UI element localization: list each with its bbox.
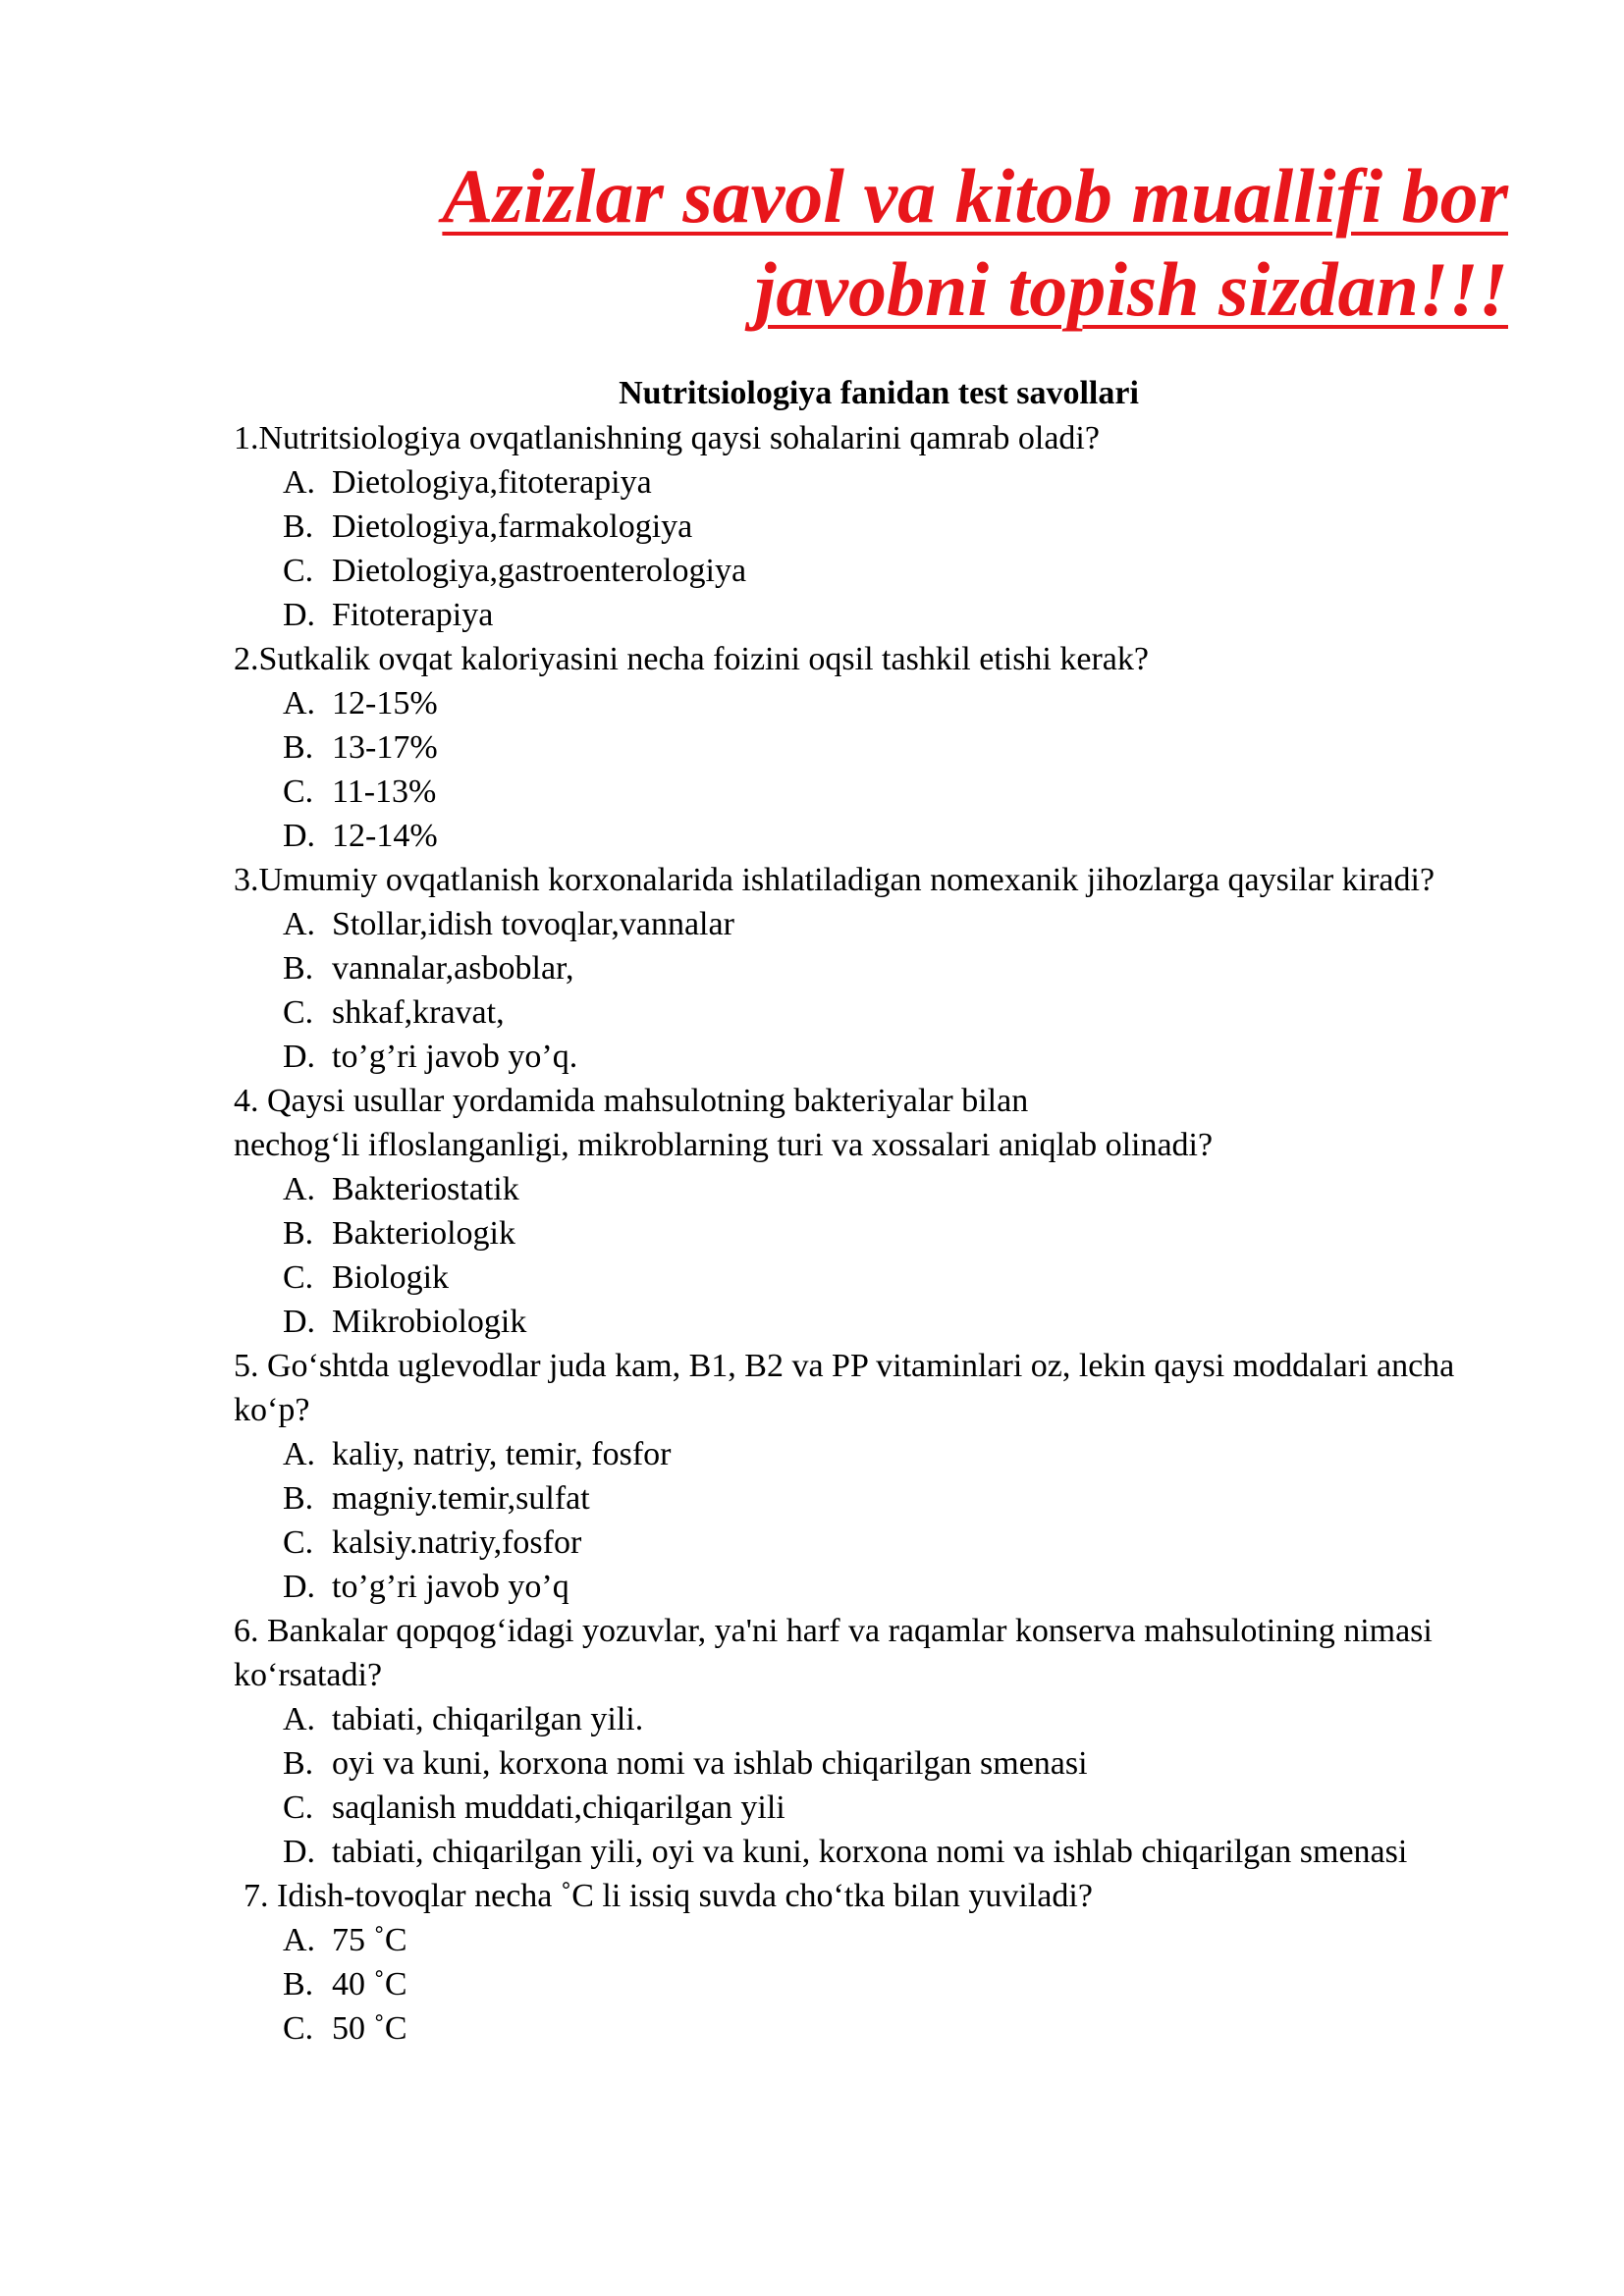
question-text: 6. Bankalar qopqog‘idagi yozuvlar, ya'ni harf va raqamlar konserva mahsulotining nimasi ko‘rsatadi? xyxy=(234,1613,1433,1693)
option-letter: A. xyxy=(283,685,316,721)
option-text: to’g’ri javob yo’q. xyxy=(332,1039,578,1075)
option-text: Fitoterapiya xyxy=(332,597,494,633)
question-text: 1.Nutritsiologiya ovqatlanishning qaysi sohalarini qamrab oladi? xyxy=(234,420,1100,456)
option-letter: C. xyxy=(283,1259,314,1296)
option-letter: D. xyxy=(283,1039,316,1075)
answer-option xyxy=(234,505,1530,549)
answer-option xyxy=(234,1432,1530,1476)
answer-option xyxy=(234,2006,1530,2051)
option-text: Dietologiya,fitoterapiya xyxy=(332,464,652,501)
option-letter: C. xyxy=(283,1789,314,1826)
option-letter: D. xyxy=(283,597,316,633)
answer-option xyxy=(234,1300,1530,1344)
option-text: 12-14% xyxy=(332,818,438,854)
option-letter: B. xyxy=(283,950,314,987)
answer-option xyxy=(234,1741,1530,1786)
option-text: shkaf,kravat, xyxy=(332,994,505,1031)
answer-option xyxy=(234,1476,1530,1521)
answer-option xyxy=(234,946,1530,990)
answer-option xyxy=(234,1918,1530,1962)
question-6 xyxy=(234,1609,1530,1874)
question-text: 2.Sutkalik ovqat kaloriyasini necha foizini oqsil tashkil etishi kerak? xyxy=(234,641,1149,677)
option-letter: A. xyxy=(283,1436,316,1472)
option-letter: B. xyxy=(283,1480,314,1517)
option-letter: B. xyxy=(283,729,314,766)
option-text: Dietologiya,farmakologiya xyxy=(332,508,693,545)
option-letter: D. xyxy=(283,1569,316,1605)
option-text: magniy.temir,sulfat xyxy=(332,1480,590,1517)
answer-option xyxy=(234,1521,1530,1565)
document-title: Nutritsiologiya fanidan test savollari xyxy=(619,375,1139,411)
answer-option xyxy=(234,1565,1530,1609)
answer-options xyxy=(234,1432,1530,1609)
banner-line-1: Azizlar savol va kitob muallifi bor xyxy=(442,153,1508,239)
banner-line-2: javobni topish sizdan!!! xyxy=(754,246,1508,332)
option-letter: A. xyxy=(283,1171,316,1207)
option-letter: C. xyxy=(283,553,314,589)
option-text: Bakteriologik xyxy=(332,1215,515,1252)
option-text: tabiati, chiqarilgan yili. xyxy=(332,1701,644,1737)
answer-option xyxy=(234,549,1530,593)
answer-option xyxy=(234,1255,1530,1300)
question-7 xyxy=(234,1874,1530,2051)
answer-options xyxy=(234,902,1530,1079)
answer-option xyxy=(234,1697,1530,1741)
question-text: 5. Go‘shtda uglevodlar juda kam, B1, B2 va PP vitaminlari oz, lekin qaysi moddalari ancha ko‘p? xyxy=(234,1348,1455,1428)
option-letter: D. xyxy=(283,818,316,854)
question-text: 4. Qaysi usullar yordamida mahsulotning bakteriyalar bilan xyxy=(234,1083,1029,1119)
answer-options xyxy=(234,460,1530,637)
question-1 xyxy=(234,416,1530,637)
option-letter: C. xyxy=(283,1524,314,1561)
option-text: kalsiy.natriy,fosfor xyxy=(332,1524,582,1561)
option-letter: B. xyxy=(283,1966,314,2002)
option-letter: D. xyxy=(283,1834,316,1870)
question-3 xyxy=(234,858,1530,1079)
option-text: tabiati, chiqarilgan yili, oyi va kuni, korxona nomi va ishlab chiqarilgan smenasi xyxy=(332,1834,1408,1870)
question-text: 7. Idish-tovoqlar necha ˚C li issiq suvda cho‘tka bilan yuviladi? xyxy=(244,1878,1093,1914)
option-letter: B. xyxy=(283,1215,314,1252)
answer-option xyxy=(234,770,1530,814)
option-text: oyi va kuni, korxona nomi va ishlab chiqarilgan smenasi xyxy=(332,1745,1088,1782)
answer-option xyxy=(234,1786,1530,1830)
answer-option xyxy=(234,990,1530,1035)
question-4 xyxy=(234,1079,1530,1344)
answer-option xyxy=(234,814,1530,858)
answer-option xyxy=(234,1962,1530,2006)
answer-options xyxy=(234,1918,1530,2051)
option-letter: D. xyxy=(283,1304,316,1340)
option-letter: C. xyxy=(283,774,314,810)
option-text: 75 ˚C xyxy=(332,1922,407,1958)
option-letter: A. xyxy=(283,1922,316,1958)
answer-option xyxy=(234,681,1530,725)
question-list xyxy=(234,416,1530,2051)
answer-option xyxy=(234,1035,1530,1079)
option-text: 11-13% xyxy=(332,774,437,810)
answer-options xyxy=(234,1697,1530,1874)
question-5 xyxy=(234,1344,1530,1609)
option-text: vannalar,asboblar, xyxy=(332,950,574,987)
answer-option xyxy=(234,725,1530,770)
option-text: 13-17% xyxy=(332,729,438,766)
option-letter: B. xyxy=(283,508,314,545)
option-text: Mikrobiologik xyxy=(332,1304,527,1340)
answer-option xyxy=(234,1167,1530,1211)
option-letter: C. xyxy=(283,994,314,1031)
option-text: Dietologiya,gastroenterologiya xyxy=(332,553,747,589)
banner-heading xyxy=(330,149,1508,336)
option-letter: A. xyxy=(283,1701,316,1737)
option-text: to’g’ri javob yo’q xyxy=(332,1569,569,1605)
option-letter: C. xyxy=(283,2010,314,2047)
option-text: saqlanish muddati,chiqarilgan yili xyxy=(332,1789,785,1826)
answer-options xyxy=(234,1167,1530,1344)
option-letter: A. xyxy=(283,464,316,501)
question-text: 3.Umumiy ovqatlanish korxonalarida ishlatiladigan nomexanik jihozlarga qaysilar kiradi? xyxy=(234,862,1435,898)
option-text: Stollar,idish tovoqlar,vannalar xyxy=(332,906,734,942)
question-2 xyxy=(234,637,1530,858)
answer-option xyxy=(234,1211,1530,1255)
option-text: Biologik xyxy=(332,1259,450,1296)
answer-option xyxy=(234,460,1530,505)
question-text-continued: nechog‘li ifloslanganligi, mikroblarning turi va xossalari aniqlab olinadi? xyxy=(234,1127,1214,1163)
option-text: Bakteriostatik xyxy=(332,1171,519,1207)
answer-options xyxy=(234,681,1530,858)
option-text: kaliy, natriy, temir, fosfor xyxy=(332,1436,672,1472)
option-text: 12-15% xyxy=(332,685,438,721)
answer-option xyxy=(234,593,1530,637)
answer-option xyxy=(234,1830,1530,1874)
option-text: 50 ˚C xyxy=(332,2010,407,2047)
option-text: 40 ˚C xyxy=(332,1966,407,2002)
option-letter: A. xyxy=(283,906,316,942)
option-letter: B. xyxy=(283,1745,314,1782)
answer-option xyxy=(234,902,1530,946)
